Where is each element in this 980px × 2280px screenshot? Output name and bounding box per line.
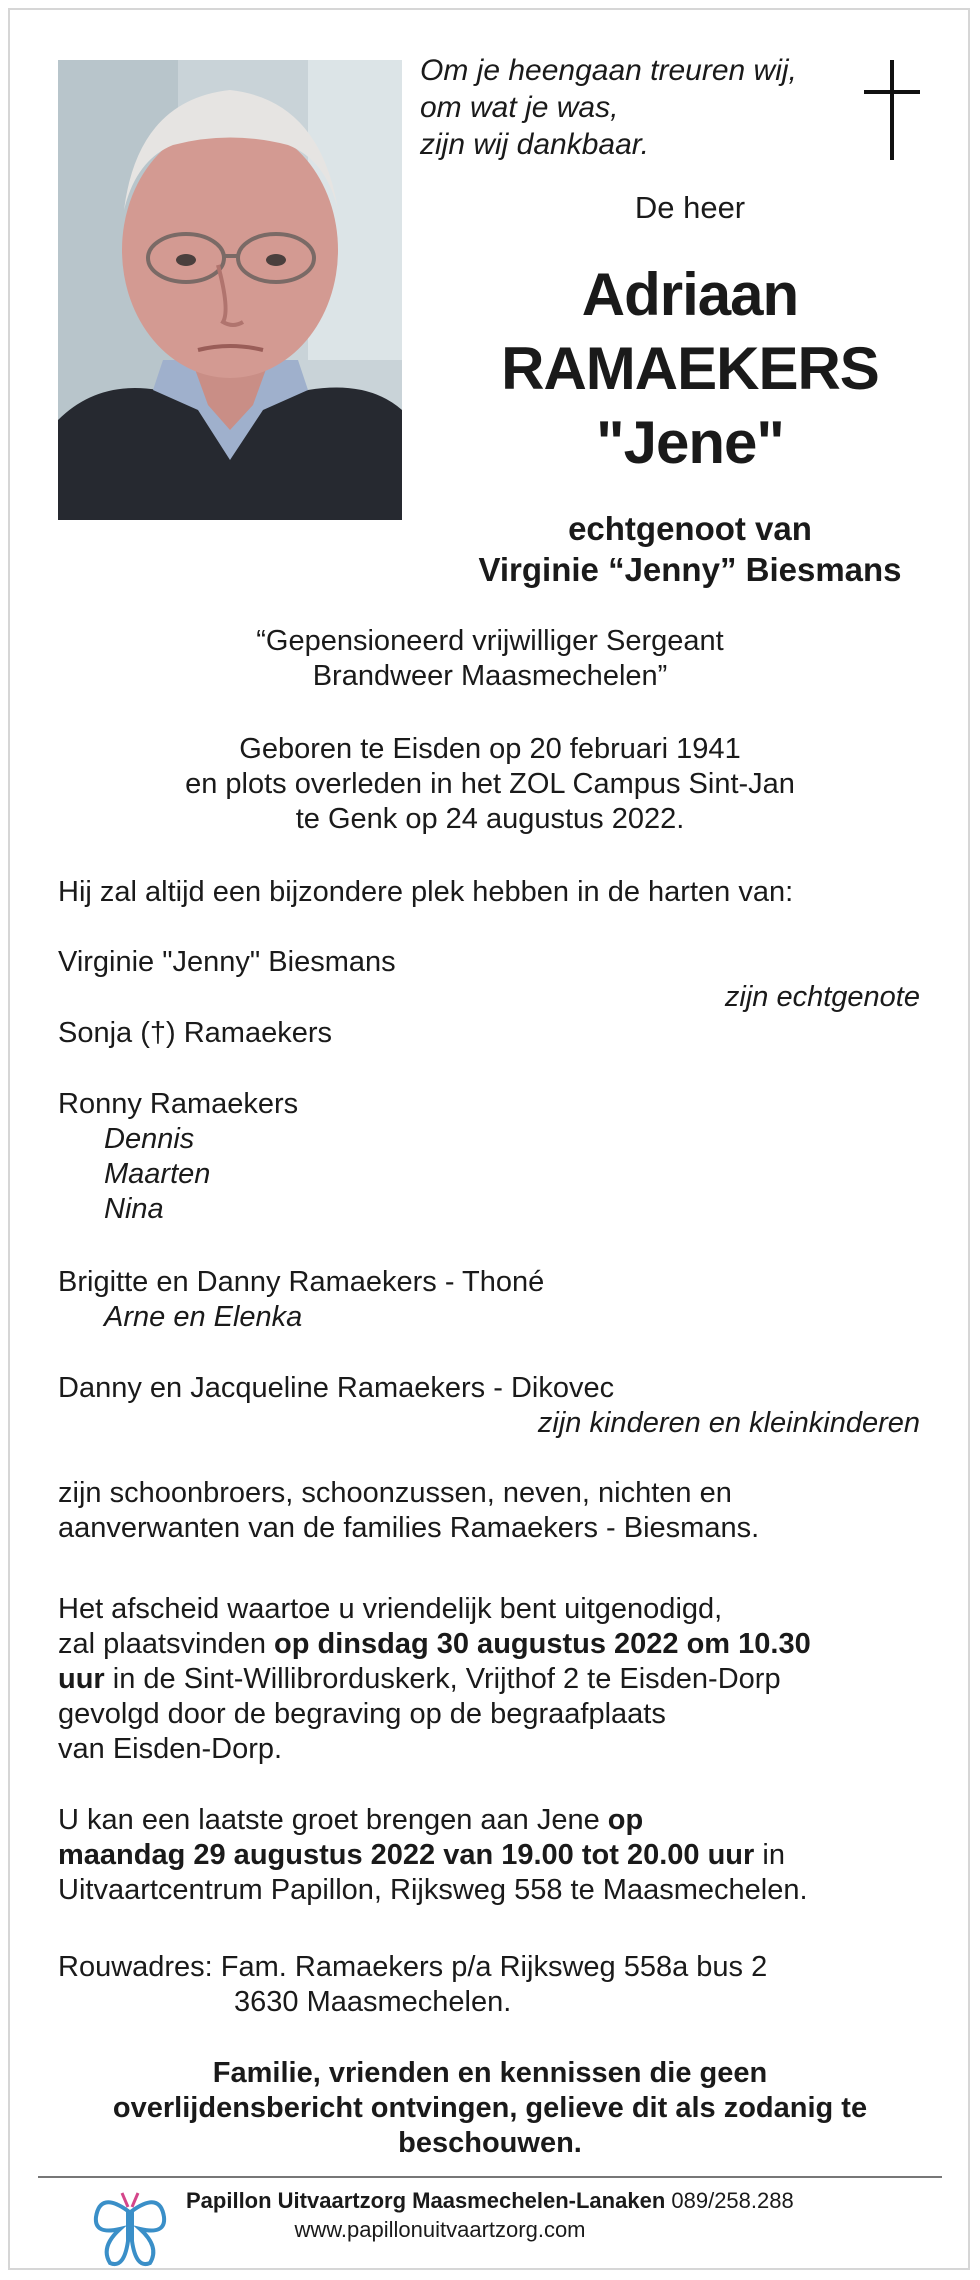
first-name: Adriaan — [581, 261, 799, 328]
birth-line: Geboren te Eisden op 20 februari 1941 — [239, 733, 741, 765]
family-child: Ronny Ramaekers — [58, 1088, 299, 1120]
cross-icon — [864, 60, 920, 165]
birth-death-info — [0, 732, 980, 837]
family-child: Danny en Jacqueline Ramaekers - Dikovec — [58, 1372, 615, 1404]
funeral-date: op dinsdag 30 augustus 2022 om 10.30 — [274, 1628, 811, 1660]
closing-notice — [0, 2056, 980, 2161]
grandchild: Nina — [104, 1193, 164, 1225]
deceased-name — [420, 258, 960, 480]
family-child-group — [58, 1087, 298, 1227]
address-line: 3630 Maasmechelen. — [234, 1986, 512, 2018]
funeral-text: zal plaatsvinden — [58, 1628, 275, 1660]
visitation-in: in — [754, 1839, 785, 1871]
quote-line: “Gepensioneerd vrijwilliger Sergeant — [256, 625, 724, 657]
death-place-line: te Genk op 24 augustus 2022. — [295, 803, 685, 835]
butterfly-logo-icon — [92, 2185, 168, 2274]
closing-line: overlijdensbericht ontvingen, gelieve dit als zodanig te — [112, 2092, 868, 2124]
footer-company-line — [186, 2187, 794, 2214]
grandchild: Arne en Elenka — [104, 1301, 303, 1333]
funeral-line: van Eisden-Dorp. — [58, 1733, 283, 1765]
family-child-group — [58, 1265, 544, 1335]
address-line: Rouwadres: Fam. Ramaekers p/a Rijksweg 558a bus 2 — [58, 1951, 768, 1983]
funeral-location: in de Sint-Willibrorduskerk, Vrijthof 2 te Eisden-Dorp — [104, 1663, 781, 1695]
poem-line: zijn wij dankbaar. — [420, 128, 649, 161]
last-name: RAMAEKERS — [501, 335, 879, 402]
funeral-time-unit: uur — [58, 1663, 105, 1695]
visitation-location: Uitvaartcentrum Papillon, Rijksweg 558 te Maasmechelen. — [58, 1874, 808, 1906]
footer-divider — [38, 2176, 942, 2178]
visitation-info — [58, 1803, 808, 1908]
career-quote — [0, 624, 980, 694]
visitation-on: op — [607, 1804, 644, 1836]
mourning-address — [58, 1950, 767, 2020]
funeral-info — [58, 1592, 811, 1767]
visitation-date: maandag 29 augustus 2022 van 19.00 tot 20.00 uur — [58, 1839, 755, 1871]
visitation-text: U kan een laatste groet brengen aan Jene — [58, 1804, 608, 1836]
nickname: "Jene" — [596, 409, 784, 476]
funeral-line: Het afscheid waartoe u vriendelijk bent uitgenodigd, — [58, 1593, 723, 1625]
funeral-home-name: Papillon Uitvaartzorg Maasmechelen-Lanaken — [186, 2188, 666, 2213]
funeral-home-website[interactable]: www.papillonuitvaartzorg.com — [294, 2217, 586, 2242]
grandchild: Dennis — [104, 1123, 195, 1155]
poem-line: om wat je was, — [420, 91, 619, 124]
title-prefix: De heer — [634, 190, 746, 225]
closing-line: Familie, vrienden en kennissen die geen — [212, 2057, 768, 2089]
portrait-photo — [58, 60, 402, 520]
funeral-line: gevolgd door de begraving op de begraafplaats — [58, 1698, 666, 1730]
relatives-line: aanverwanten van de families Ramaekers - Biesmans. — [58, 1512, 760, 1544]
funeral-home-phone: 089/258.288 — [665, 2188, 794, 2213]
relatives — [58, 1476, 759, 1546]
relatives-line: zijn schoonbroers, schoonzussen, neven, nichten en — [58, 1477, 732, 1509]
family-child: Brigitte en Danny Ramaekers - Thoné — [58, 1266, 545, 1298]
memorial-poem — [420, 52, 797, 163]
spouse-role: zijn echtgenote — [724, 981, 920, 1013]
grandchild: Maarten — [104, 1158, 211, 1190]
poem-line: Om je heengaan treuren wij, — [420, 54, 797, 87]
closing-line: beschouwen. — [398, 2127, 582, 2159]
death-line: en plots overleden in het ZOL Campus Sint-Jan — [185, 768, 795, 800]
spouse-line — [420, 508, 960, 590]
family-child: Sonja (†) Ramaekers — [58, 1017, 332, 1049]
spouse-name: Virginie “Jenny” Biesmans — [478, 551, 902, 588]
spouse-relation: echtgenoot van — [568, 510, 812, 547]
children-role: zijn kinderen en kleinkinderen — [537, 1407, 920, 1439]
quote-line: Brandweer Maasmechelen” — [312, 660, 668, 692]
family-intro: Hij zal altijd een bijzondere plek hebben in de harten van: — [58, 876, 794, 908]
family-spouse: Virginie "Jenny" Biesmans — [58, 946, 396, 978]
